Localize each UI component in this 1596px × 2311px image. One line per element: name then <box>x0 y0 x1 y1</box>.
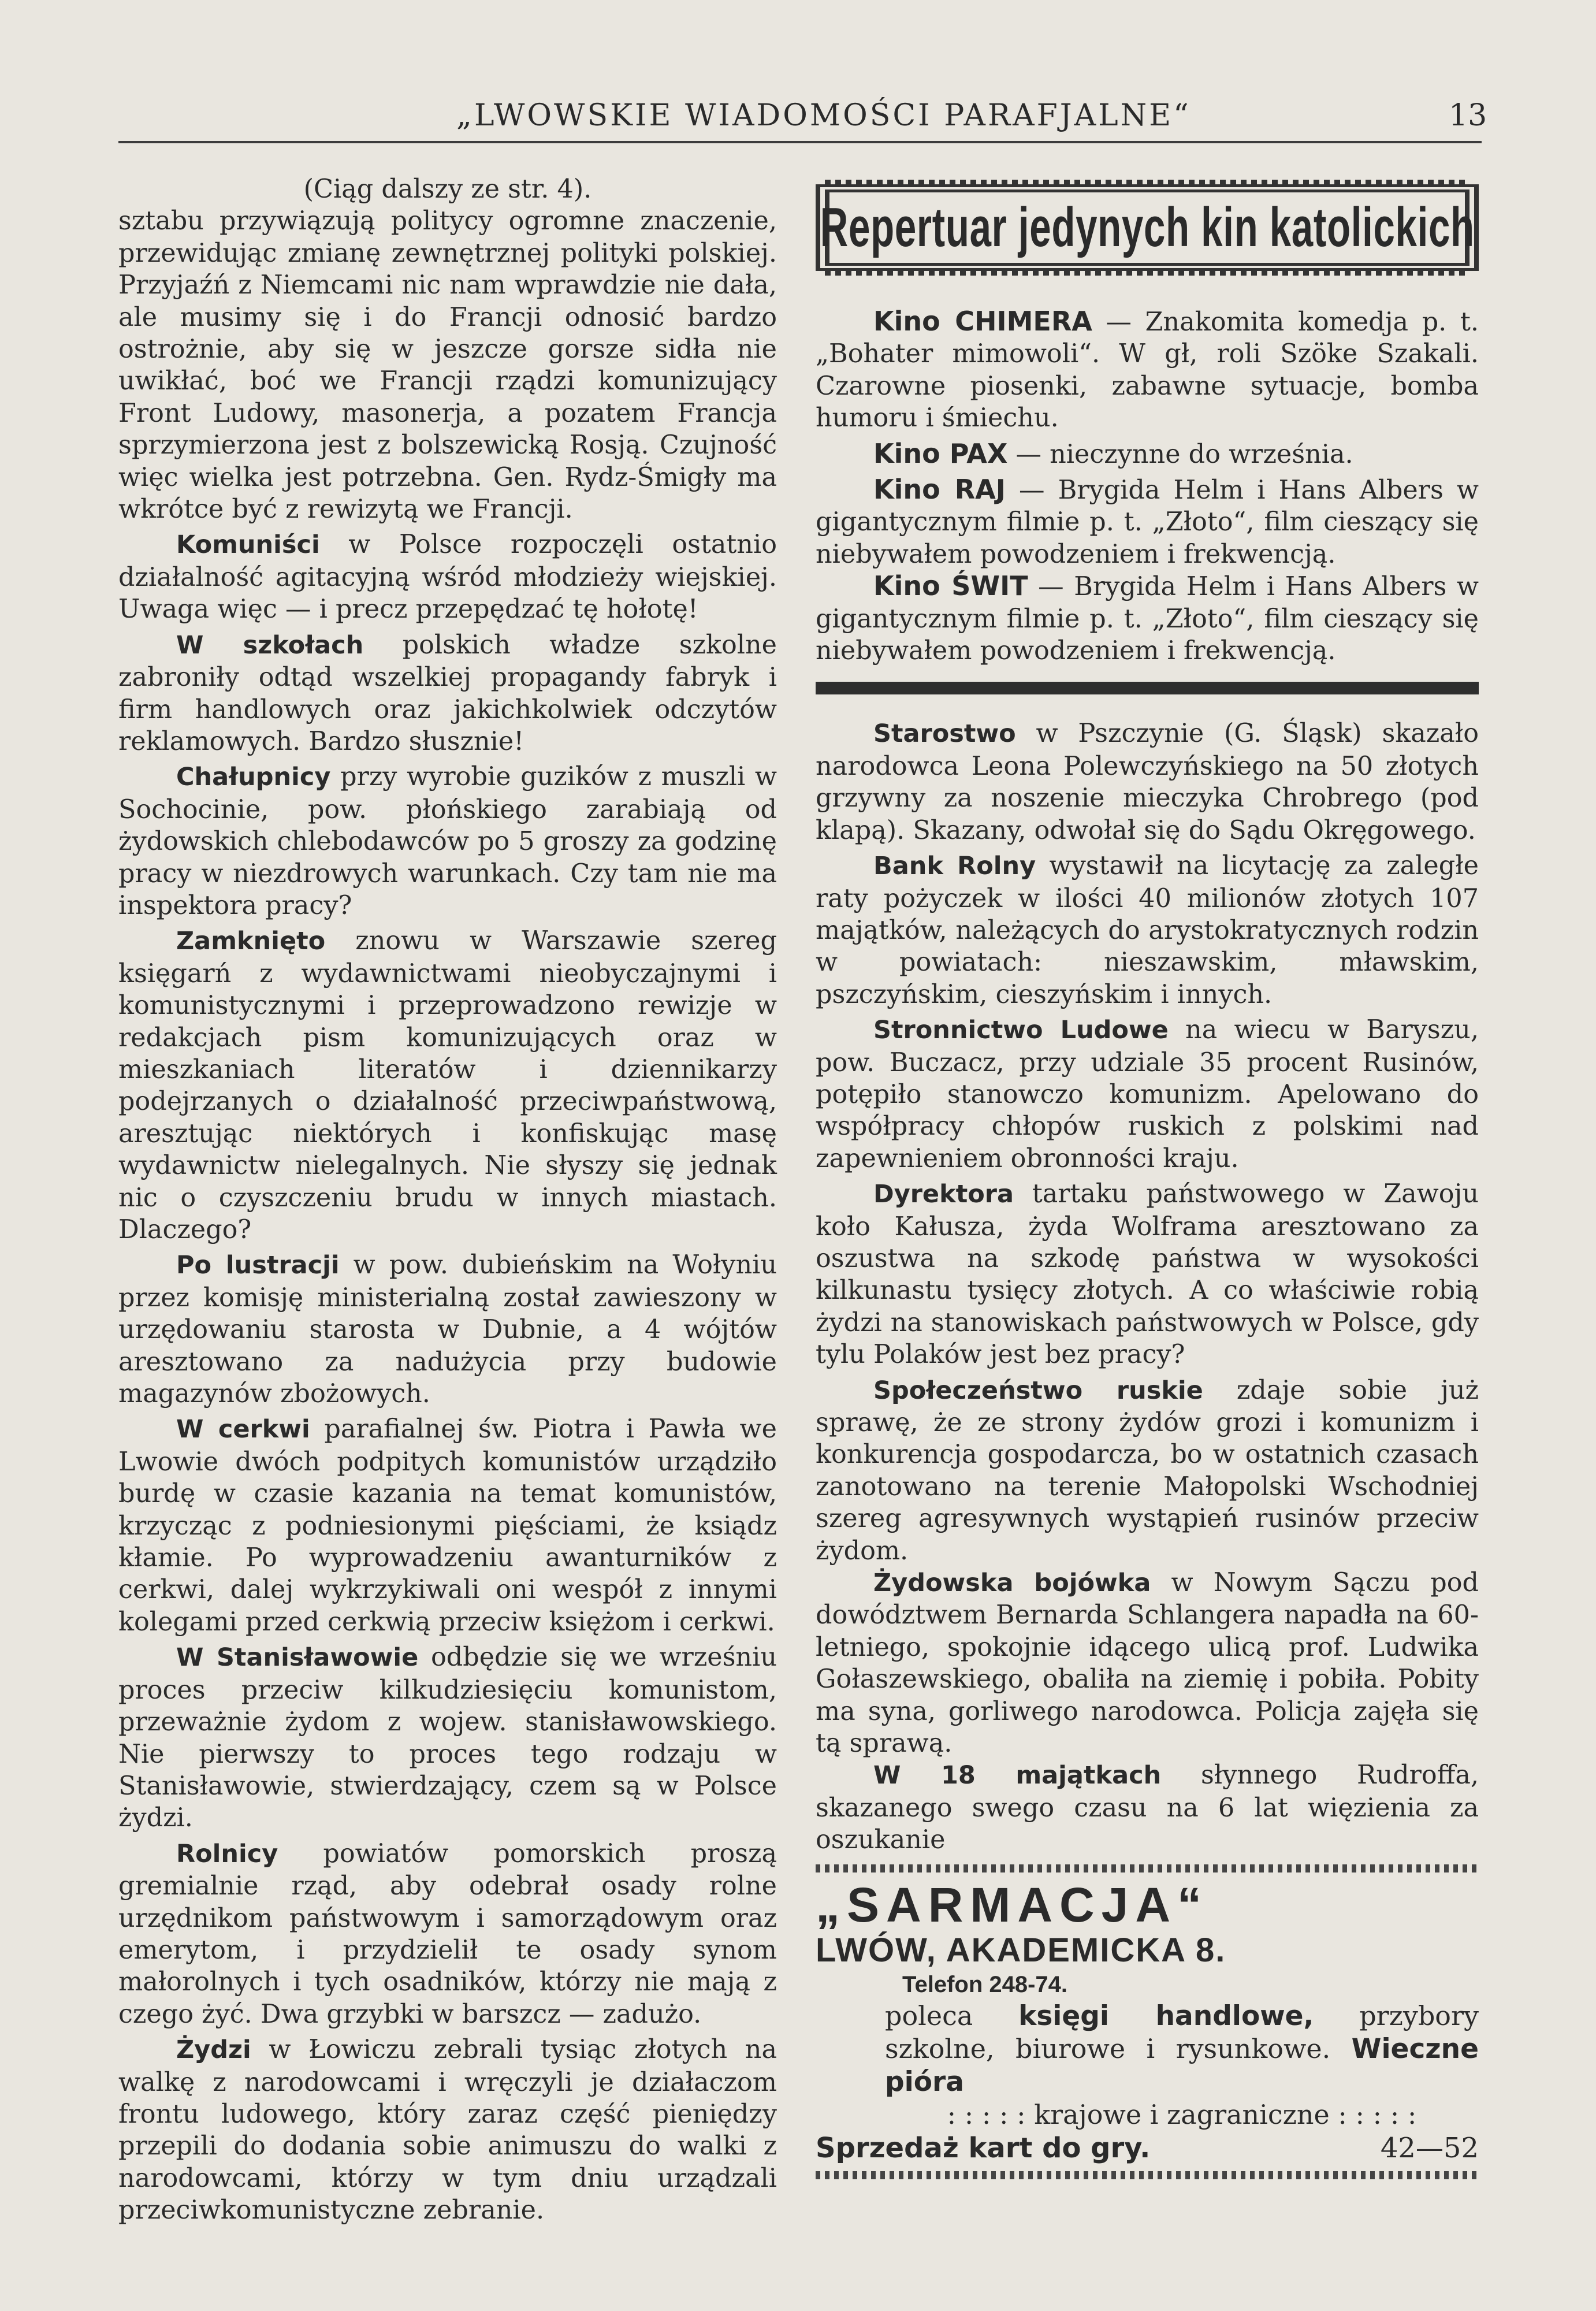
paragraph-lead: Żydowska bojówka <box>873 1569 1151 1598</box>
repertoire-title: Repertuar jedynych kin katolickich <box>820 196 1475 259</box>
right-column <box>816 173 1479 2185</box>
page-number: 13 <box>1449 98 1487 133</box>
page-header-title: „LWOWSKIE WIADOMOŚCI PARAFJALNE“ <box>456 98 1191 133</box>
ad-description: poleca księgi handlowe, przybory szkolne, biurowe i rysunkowe. Wieczne pióra <box>885 2000 1479 2098</box>
ad-company-name: „SARMACJA“ <box>816 1877 1209 1932</box>
article-paragraph: Zamknięto znowu w Warszawie szereg księgarń z wydawnictwami nieobyczajnymi i komunistycznymi i przeprowadzono rewizje w redakcjach pism komunizujących oraz w mieszkaniach literatów i dziennikarzy podejrzanych o działalność przeciwpaństwową, aresztując niektórych i konfiskując masę wydawnictw nielegalnych. Nie słyszy się jednak nic o czyszczeniu brudu w innych miastach. Dlaczego? <box>118 926 777 1244</box>
ad-dots-line: : : : : : krajowe i zagraniczne : : : : : <box>947 2098 1417 2130</box>
left-column <box>118 173 777 2227</box>
cinema-item: Kino RAJ — Brygida Helm i Hans Albers w gigantycznym filmie p. t. „Złoto“, film cieszący się niebywałem powodzeniem i frekwencją. <box>816 474 1479 569</box>
cinema-name: Kino PAX <box>873 437 1008 469</box>
cinema-name: Kino RAJ <box>873 474 1006 506</box>
paragraph-lead: Komuniści <box>176 530 320 560</box>
article-paragraph: Dyrektora tartaku państwowego w Zawoju koło Kałusza, żyda Wolframa aresztowano za oszustwa na szkodę państwa w wysokości kilkunastu tysięcy złotych. A co właściwie robią żydzi na stanowiskach państwowych w Polsce, gdy tylu Polaków jest bez pracy? <box>816 1179 1479 1370</box>
ad-address: LWÓW, AKADEMICKA 8. <box>816 1931 1226 1969</box>
article-paragraph: W 18 majątkach słynnego Rudroffa, skazanego swego czasu na 6 lat więzienia za oszukanie <box>816 1760 1479 1855</box>
paragraph-lead: Starostwo <box>873 719 1016 749</box>
article-paragraph: Komuniści w Polsce rozpoczęli ostatnio działalność agitacyjną wśród młodzieży wiejskiej. Uwaga więc — i precz przepędzać tę hołotę! <box>118 530 777 625</box>
cinema-listings <box>816 306 1479 667</box>
cinema-item: Kino ŚWIT — Brygida Helm i Hans Albers w gigantycznym filmie p. t. „Złoto“, film cieszący się niebywałem powodzeniem i frekwencją. <box>816 570 1479 666</box>
cinema-item: Kino PAX — nieczynne do września. <box>873 437 1353 469</box>
paragraph-lead: W cerkwi <box>176 1415 310 1444</box>
paragraph-lead: Społeczeństwo ruskie <box>873 1376 1203 1405</box>
ad-bottom-border <box>816 2171 1479 2179</box>
cinema-name: Kino ŚWIT <box>873 570 1028 602</box>
article-paragraph: Chałupnicy przy wyrobie guzików z muszli w Sochocinie, pow. płońskiego zarabiają od żydowskich chlebodawców po 5 groszy za godzinę pracy w niezdrowych warunkach. Czy tam nie ma inspektora pracy? <box>118 762 777 920</box>
ad-code: 42—52 <box>1380 2131 1479 2164</box>
article-paragraph: W Stanisławowie odbędzie się we wrześniu proces przeciw kilkudziesięciu komunistom, przeważnie żydom z wojew. stanisławowskiego. Nie pierwszy to proces tego rodzaju w Stanisławowie, stwierdzający, czem są w Polsce żydzi. <box>118 1643 777 1833</box>
paragraph-lead: W szkołach <box>176 630 364 660</box>
article-paragraph: W cerkwi parafialnej św. Piotra i Pawła we Lwowie dwóch podpitych komunistów urządziło burdę w czasie kazania na temat komunistów, krzycząc z podniesionymi pięściami, że ksiądz kłamie. Po wyprowadzeniu awanturników z cerkwi, dalej wykrzykiwali oni wespół z innymi kolegami przed cerkwią przeciw księżom i cerkwi. <box>118 1414 777 1637</box>
paragraph-lead: Po lustracji <box>176 1251 340 1280</box>
paragraph-lead: W Stanisławowie <box>176 1643 419 1673</box>
sarmacja-advertisement <box>816 1864 1479 2179</box>
header-rule <box>118 141 1482 143</box>
paragraph-lead: Rolnicy <box>176 1839 278 1868</box>
cinema-item: Kino CHIMERA — Znakomita komedja p. t. „Bohater mimowoli“. W gł, roli Szöke Szakali. Czarowne piosenki, zabawne sytuacje, bomba humoru i śmiechu. <box>816 306 1479 433</box>
section-divider <box>816 682 1479 694</box>
paragraph-lead: Zamknięto <box>176 927 326 956</box>
cinema-name: Kino CHIMERA <box>873 306 1092 337</box>
article-paragraph: sztabu przywiązują politycy ogromne znaczenie, przewidując zmianę zewnętrznej polityki polskiej. Przyjaźń z Niemcami nic nam wprawdzie nie dała, ale musimy się i do Francji odnosić bardzo ostrożnie, aby się w jeszcze gorsze sidła nie uwikłać, boć we Francji rządzi komunizujący Front Ludowy, masonerja, a pozatem Francja sprzymierzona jest z bolszewicką Rosją. Czujność więc wielka jest potrzebna. Gen. Rydz-Śmigły ma wkrótce być z rewizytą we Francji. <box>118 206 777 525</box>
article-paragraph: Społeczeństwo ruskie zdaje sobie już sprawę, że ze strony żydów grozi i komunizm i konkurencja gospodarcza, bo w ostatnich czasach zanotowano na terenie Małopolski Wschodniej szereg agresywnych wystąpień rusinów przeciw żydom. <box>816 1375 1479 1566</box>
paragraph-lead: Stronnictwo Ludowe <box>873 1016 1169 1045</box>
ad-footer-text: Sprzedaż kart do gry. <box>816 2131 1151 2164</box>
article-paragraph: Rolnicy powiatów pomorskich proszą gremialnie rząd, aby odebrał osady rolne urzędnikom państwowym i samorządowym oraz emerytom, i przydzielił te osady synom małorolnych i tych osadników, którzy nie mają z czego żyć. Dwa grzybki w barszcz — zadużo. <box>118 1838 777 2029</box>
ad-top-border <box>816 1864 1479 1872</box>
continuation-note: (Ciąg dalszy ze str. 4). <box>303 174 592 204</box>
ad-phone: Telefon 248-74. <box>902 1971 1068 1997</box>
article-paragraph: W szkołach polskich władze szkolne zabroniły odtąd wszelkiej propagandy fabryk i firm handlowych oraz jakichkolwiek odczytów reklamowych. Bardzo słusznie! <box>118 630 777 756</box>
article-paragraph: Stronnictwo Ludowe na wiecu w Baryszu, pow. Buczacz, przy udziale 35 procent Rusinów, potępiło stanowczo komunizm. Apelowano do współpracy chłopów ruskich z polskimi nad zapewnieniem obronności kraju. <box>816 1015 1479 1173</box>
article-paragraph: Żydowska bojówka w Nowym Sączu pod dowództwem Bernarda Schlangera napadła na 60-letniego, spokojnie idącego ulicą prof. Ludwika Gołaszewskiego, obaliła na ziemię i pobiła. Pobity ma syna, gorliwego narodowca. Policja zajęła się tą sprawą. <box>816 1568 1479 1759</box>
paragraph-lead: Dyrektora <box>873 1180 1014 1209</box>
article-paragraph: Starostwo w Pszczynie (G. Śląsk) skazało narodowca Leona Polewczyńskiego na 50 złotych grzywny za noszenie mieczyka Chrobrego (pod klapą). Skazany, odwołał się do Sądu Okręgowego. <box>816 719 1479 845</box>
paragraph-lead: Chałupnicy <box>176 763 331 792</box>
article-paragraph: Żydzi w Łowiczu zebrali tysiąc złotych na walkę z narodowcami i wręczyli je działaczom frontu ludowego, który zaraz część pieniędzy przepili do dodania sobie animuszu do walki z narodowcami, którzy w tym dniu urządzali przeciwkomunistyczne zebranie. <box>118 2035 777 2225</box>
paragraph-lead: Żydzi <box>176 2035 251 2065</box>
article-paragraph: Bank Rolny wystawił na licytację za zaległe raty pożyczek w ilości 40 milionów złotych 107 majątków, należących do arystokratycznych rodzin w powiatach: nieszawskim, mławskim, pszczyńskim, cieszyńskim i innych. <box>816 851 1479 1009</box>
ad-footer <box>816 2131 1479 2165</box>
paragraph-lead: W 18 majątkach <box>873 1761 1162 1790</box>
paragraph-lead: Bank Rolny <box>873 852 1036 881</box>
article-paragraph: Po lustracji w pow. dubieńskim na Wołyniu przez komisję ministerialną został zawieszony w urzędowaniu starosta w Dubnie, a 4 wójtów aresztowano za nadużycia przy budowie magazynów zbożowych. <box>118 1250 777 1409</box>
repertoire-banner <box>816 184 1479 271</box>
